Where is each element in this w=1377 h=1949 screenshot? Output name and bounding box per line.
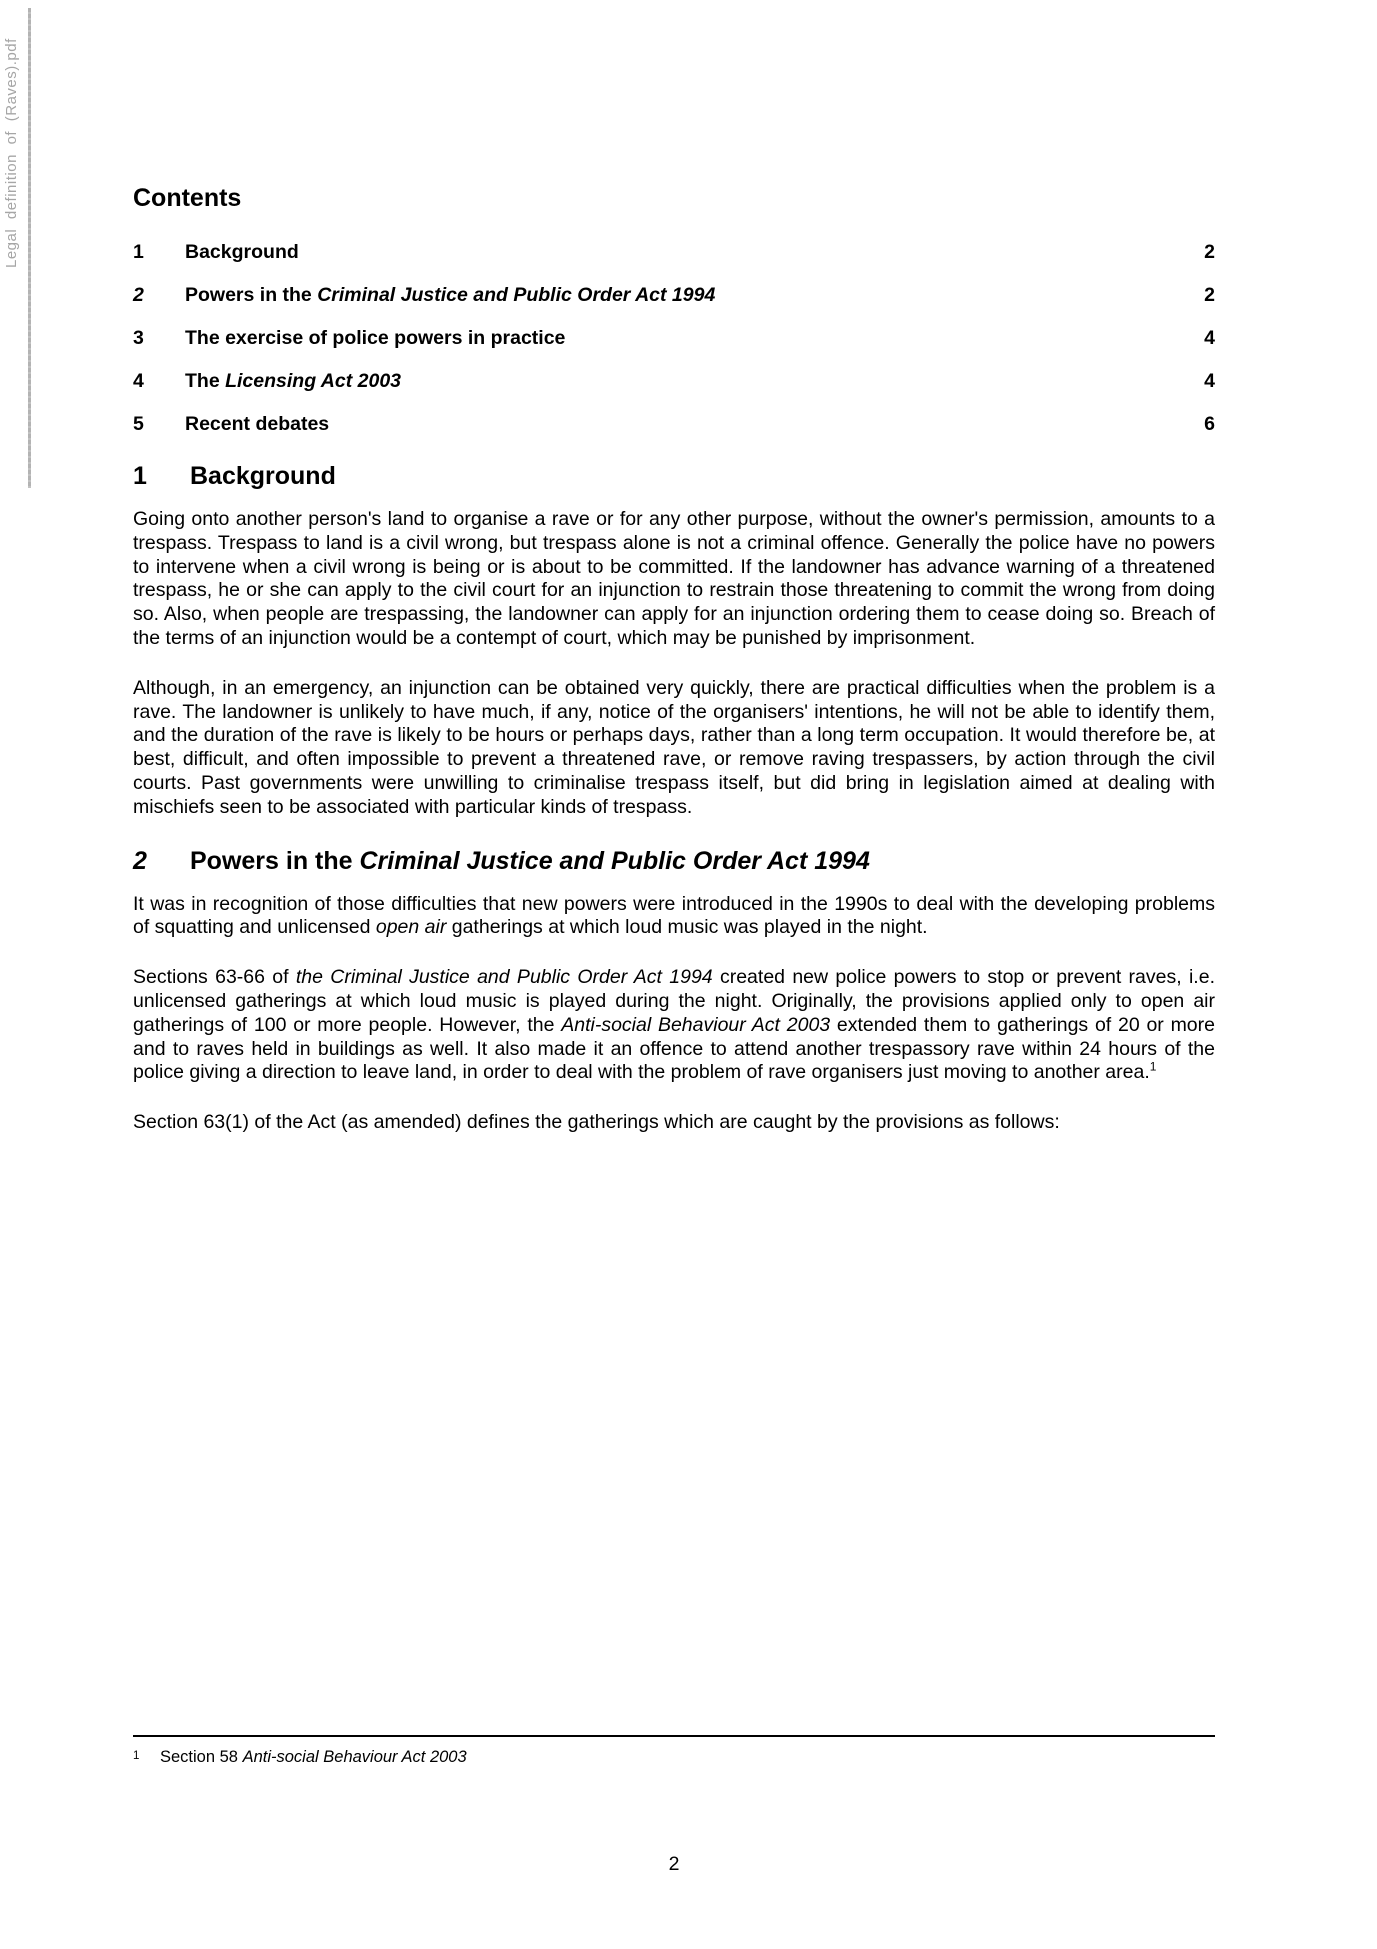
toc-entry-page: 2 — [1204, 241, 1215, 263]
document-section — [133, 463, 1215, 820]
paragraph: Sections 63-66 of the Criminal Justice and Public Order Act 1994 created new police powers to stop or prevent raves, i.e. unlicensed gatherings at which loud music is played during the night. Originally, the provisions applied only to open air gatherings of 100 or more people. However, the Anti-social Behaviour Act 2003 extended them to gatherings of 20 or more and to raves held in buildings as well. It also made it an offence to attend another trespassory rave within 24 hours of the police giving a direction to leave land, in order to deal with the problem of rave organisers just moving to another area.$^1$ — [133, 966, 1215, 1084]
section-number: 2 — [133, 846, 147, 875]
toc-entry-page: 6 — [1204, 413, 1215, 435]
document-filename-vertical: Legal definition of (Raves).pdf — [3, 38, 20, 268]
section-title: Powers in the Criminal Justice and Public Order Act 1994 — [190, 846, 870, 875]
toc-entry-label: Recent debates — [185, 413, 330, 435]
page-number: 2 — [668, 1853, 680, 1875]
section-heading — [133, 848, 1215, 874]
toc-entry[interactable] — [133, 413, 1215, 435]
toc-entry-number: 2 — [133, 284, 144, 306]
sidebar-vertical-line — [28, 8, 31, 488]
toc-entry-label: The exercise of police powers in practice — [185, 327, 566, 349]
toc-entry-page: 2 — [1204, 284, 1215, 306]
toc-entry-page: 4 — [1204, 327, 1215, 349]
toc-entry-label: The Licensing Act 2003 — [185, 370, 402, 392]
section-title: Background — [190, 462, 336, 490]
contents-heading: Contents — [133, 184, 242, 212]
toc-entry[interactable] — [133, 241, 1215, 263]
footnote-marker: 1 — [133, 1750, 140, 1762]
toc-entry-number: 3 — [133, 327, 144, 349]
toc-entry-number: 4 — [133, 370, 144, 392]
section-heading — [133, 463, 1215, 489]
paragraph: Section 63(1) of the Act (as amended) defines the gatherings which are caught by the provisions as follows: — [133, 1111, 1060, 1134]
footnote-area — [133, 1735, 1215, 1768]
toc-entry-number: 5 — [133, 413, 144, 435]
page-content — [133, 186, 1215, 1161]
footnote — [133, 1747, 1215, 1768]
toc-entry[interactable] — [133, 284, 1215, 306]
section-paragraphs — [133, 893, 1215, 1135]
toc-entry-number: 1 — [133, 241, 144, 263]
toc-entry-page: 4 — [1204, 370, 1215, 392]
paragraph: Although, in an emergency, an injunction can be obtained very quickly, there are practical difficulties when the problem is a rave. The landowner is unlikely to have much, if any, notice of the organisers' intentions, he will not be able to identify them, and the duration of the rave is likely to be hours or perhaps days, rather than a long term occupation. It would therefore be, at best, difficult, and often impossible to prevent a threatened rave, or remove raving trespassers, by action through the civil courts. Past governments were unwilling to criminalise trespass itself, but did bring in legislation aimed at dealing with mischiefs seen to be associated with particular kinds of trespass. — [133, 676, 1215, 818]
footnote-text: Section 58 Anti-social Behaviour Act 2003 — [160, 1748, 467, 1766]
paragraph: It was in recognition of those difficulties that new powers were introduced in the 1990s to deal with the developing problems of squatting and unlicensed open air gatherings at which loud music was played in the night. — [133, 892, 1215, 939]
toc-entry-label: Background — [185, 241, 299, 263]
document-sections — [133, 463, 1215, 1135]
toc-entry[interactable] — [133, 370, 1215, 392]
document-section — [133, 848, 1215, 1135]
paragraph: Going onto another person's land to organise a rave or for any other purpose, without the owner's permission, amounts to a trespass. Trespass to land is a civil wrong, but trespass alone is not a criminal offence. Generally the police have no powers to intervene when a civil wrong is being or is about to be committed. If the landowner has advance warning of a threatened trespass, he or she can apply to the civil court for an injunction to restrain those threatening to commit the wrong from doing so. Also, when people are trespassing, the landowner can apply for an injunction ordering them to cease doing so. Breach of the terms of an injunction would be a contempt of court, which may be punished by imprisonment. — [133, 508, 1215, 649]
table-of-contents — [133, 241, 1215, 435]
footnote-separator-rule — [133, 1735, 1215, 1737]
section-number: 1 — [133, 462, 147, 490]
toc-entry[interactable] — [133, 327, 1215, 349]
toc-entry-label: Powers in the Criminal Justice and Public Order Act 1994 — [185, 284, 716, 306]
section-paragraphs — [133, 508, 1215, 820]
